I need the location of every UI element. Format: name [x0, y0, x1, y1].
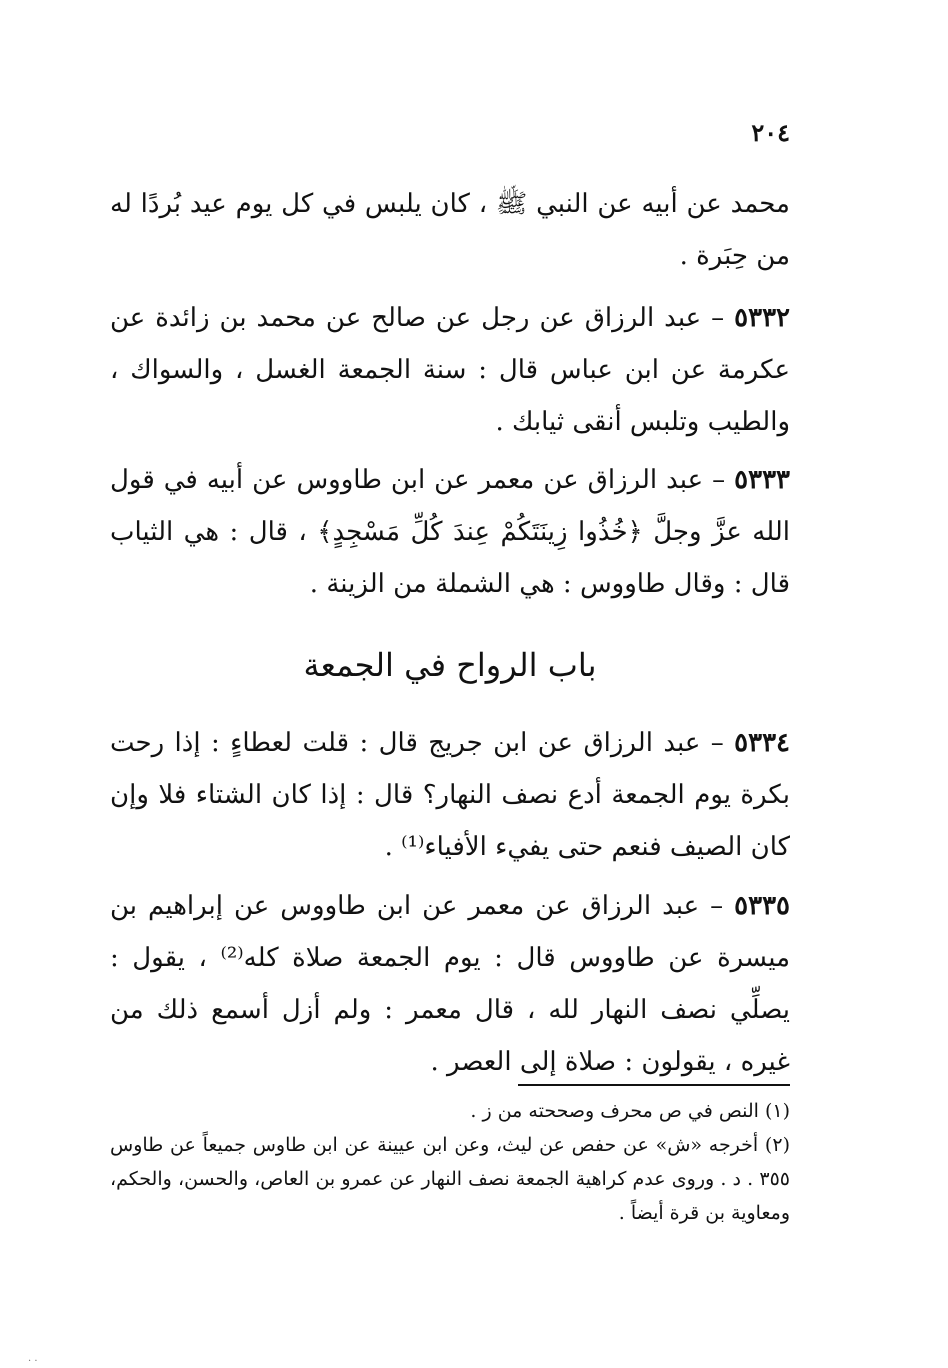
- hadith-text: – عبد الرزاق عن رجل عن صالح عن محمد بن زائدة عن عكرمة عن ابن عباس قال : سنة الجمعة الغسل ، والسواك ، والطيب وتلبس أنقى ثيابك .: [110, 303, 790, 437]
- footnote-1: (١) النص في ص محرف وصححته من ز .: [470, 1100, 790, 1122]
- hadith-number: ٥٣٣٣: [734, 465, 791, 495]
- footnotes: [110, 1094, 790, 1230]
- hadith-text: – عبد الرزاق عن معمر عن ابن طاووس عن إبراهيم بن ميسرة عن طاووس قال : يوم الجمعة صلاة كله⁽²⁾ ، يقول : يصلِّي نصف النهار لله ، قال معمر : ولم أزل أسمع ذلك من غيره ، يقولون : صلاة إلى العصر .: [110, 891, 790, 1077]
- hadith-5334-paragraph: [110, 717, 790, 873]
- page-number: ٢٠٤: [751, 118, 790, 147]
- footnote-2: (٢) أخرجه «ش» عن حفص عن ليث، وعن ابن عيينة عن ابن طاوس جميعاً عن طاوس ٣٥٥ . د . وروى عدم كراهية الجمعة نصف النهار عن عمرو بن العاص، والحسن، والحكم، ومعاوية بن قرة أيضاً .: [110, 1134, 790, 1224]
- hadith-5332-paragraph: [110, 292, 790, 448]
- hadith-number: ٥٣٣٥: [734, 891, 790, 921]
- hadith-number: ٥٣٣٤: [734, 728, 790, 758]
- hadith-text: – عبد الرزاق عن معمر عن ابن طاووس عن أبيه في قول الله عزَّ وجلَّ ﴿خُذُوا زِينَتَكُمْ عِندَ كُلِّ مَسْجِدٍ﴾ ، قال : هي الثياب قال : وقال طاووس : هي الشملة من الزينة .: [110, 465, 790, 599]
- hadith-5333-paragraph: [110, 454, 790, 610]
- hadith-number: ٥٣٣٢: [734, 303, 791, 333]
- footnote-divider: [518, 1084, 790, 1086]
- hadith-text: – عبد الرزاق عن ابن جريج قال : قلت لعطاءٍ : إذا رحت بكرة يوم الجمعة أدع نصف النهار؟ قال : إذا كان الشتاء فلا وإن كان الصيف فنعم حتى يفيء الأفياء⁽¹⁾ .: [110, 728, 790, 862]
- scan-specks: · ·: [28, 1356, 38, 1367]
- continuation-paragraph: محمد عن أبيه عن النبي ﷺ ، كان يلبس في كل يوم عيد بُردًا له من حِبَرة .: [110, 189, 790, 271]
- section-heading: باب الرواح في الجمعة: [303, 646, 597, 684]
- hadith-5335-paragraph: [110, 880, 790, 1088]
